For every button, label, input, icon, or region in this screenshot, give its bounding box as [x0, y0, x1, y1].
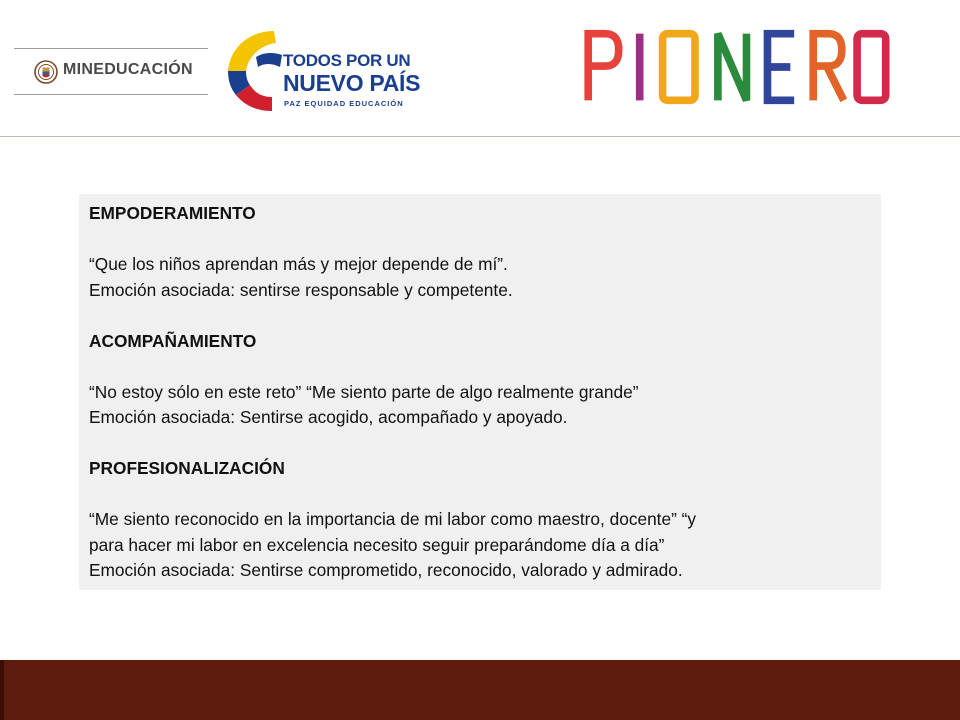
- pioneros-letter-p: [588, 34, 619, 101]
- section-emotion: Emoción asociada: Sentirse comprometido, reconocido, valorado y admirado.: [89, 560, 683, 580]
- logo-divider-top: [14, 48, 208, 49]
- section-heading: PROFESIONALIZACIÓN: [89, 458, 285, 478]
- section-quote-continued: para hacer mi labor en excelencia necesito seguir preparándome día a día”: [89, 534, 665, 555]
- content-box: [79, 194, 881, 590]
- government-slogan-line2: NUEVO PAÍS: [283, 70, 421, 96]
- government-logo: [222, 27, 422, 113]
- section-emotion: Emoción asociada: Sentirse acogido, acompañado y apoyado.: [89, 407, 568, 427]
- header: [0, 0, 960, 137]
- pioneros-letter-e: [767, 34, 794, 101]
- pioneros-letter-n: [718, 34, 747, 101]
- header-divider: [0, 136, 960, 137]
- country-flag-logo-icon: [222, 27, 284, 113]
- coat-of-arms-icon: [34, 60, 58, 84]
- section-quote: “Que los niños aprendan más y mejor depende de mí”.: [89, 254, 508, 274]
- pioneros-letter-o: [663, 34, 695, 101]
- footer-bar: [0, 660, 960, 720]
- section-quote: “Me siento reconocido en la importancia de mi labor como maestro, docente” “y: [89, 509, 697, 529]
- pioneros-letter-o2: [857, 34, 886, 101]
- section-emotion: Emoción asociada: sentirse responsable y competente.: [89, 279, 513, 300]
- government-slogan-line3: PAZ EQUIDAD EDUCACIÓN: [284, 99, 404, 108]
- pioneros-logo: [566, 26, 906, 108]
- government-slogan-line1: TODOS POR UN: [283, 51, 411, 70]
- mineducacion-label: MINEDUCACIÓN: [63, 61, 193, 78]
- section-heading: EMPODERAMIENTO: [89, 203, 256, 223]
- section-heading: ACOMPAÑAMIENTO: [89, 330, 257, 351]
- section-quote: “No estoy sólo en este reto” “Me siento parte de algo realmente grande”: [89, 381, 639, 402]
- mineducacion-logo: [14, 48, 208, 96]
- pioneros-letter-r: [813, 34, 844, 101]
- logo-divider-bottom: [14, 94, 208, 95]
- footer-edge: [0, 660, 4, 720]
